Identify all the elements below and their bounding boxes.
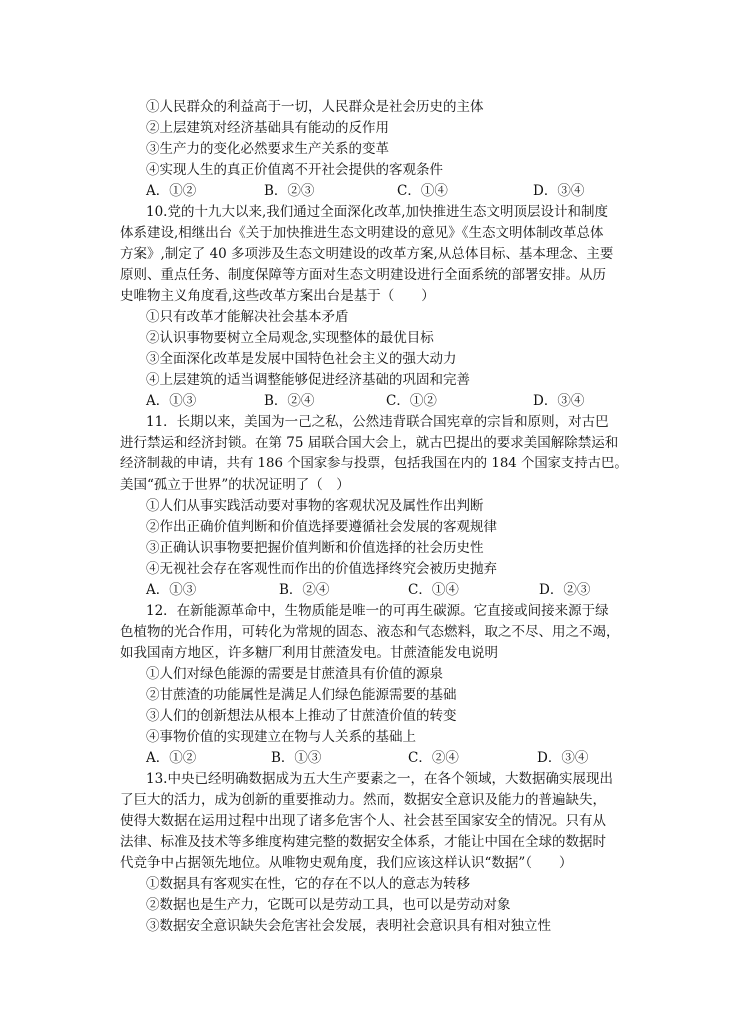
q13-stem-line-5: 代竞争中占据领先地位。从唯物史观角度，我们应该这样认识“数据”（ ） (120, 855, 573, 871)
q13-stem-line-3: 使得大数据在运用过程中出现了诸多危害个人、社会甚至国家安全的情况。只有从 (120, 813, 606, 829)
q11-stem-line-4: 美国“孤立于世界”的状况证明了（ ） (120, 477, 350, 493)
q11-item-3: ③正确认识事物要把握价值判断和价值选择的社会历史性 (146, 540, 484, 556)
q11-item-2: ②作出正确价值判断和价值选择要遵循社会发展的客观规律 (146, 519, 497, 535)
q11-option-d: D．②③ (539, 582, 591, 598)
q11-option-b: B．②④ (279, 582, 330, 598)
q10-stem-line-4: 原则、重点任务、制度保障等方面对生态文明建设进行全面系统的部署安排。从历 (120, 267, 606, 283)
q11-item-4: ④无视社会存在客观性而作出的价值选择终究会被历史抛弃 (146, 561, 497, 577)
q13-stem-line-2: 了巨大的活力，成为创新的重要推动力。然而，数据安全意识及能力的普遍缺失， (120, 792, 606, 808)
q12-item-4: ④事物价值的实现建立在物与人关系的基础上 (146, 729, 416, 745)
q10-stem-line-1: 10.党的十九大以来,我们通过全面深化改革,加快推进生态文明顶层设计和制度 (146, 204, 609, 220)
q9-option-d: D．③④ (533, 183, 585, 199)
q13-stem-line-1: 13.中央已经明确数据成为五大生产要素之一，在各个领域，大数据确实展现出 (146, 771, 613, 787)
q12-option-d: D．③④ (537, 750, 589, 766)
q10-item-4: ④上层建筑的适当调整能够促进经济基础的巩固和完善 (146, 372, 470, 388)
q9-options (146, 181, 606, 201)
q13-item-3: ③数据安全意识缺失会危害社会发展，表明社会意识具有相对独立性 (146, 918, 551, 934)
q9-item-4: ④实现人生的真正价值离不开社会提供的客观条件 (146, 162, 443, 178)
q10-option-d: D．③④ (533, 393, 585, 409)
q10-item-2: ②认识事物要树立全局观念,实现整体的最优目标 (146, 330, 434, 346)
q12-stem-line-3: 如我国南方地区，许多糖厂利用甘蔗渣发电。甘蔗渣能发电说明 (120, 645, 498, 661)
q10-options (146, 391, 606, 411)
q11-option-c: C．①④ (408, 582, 459, 598)
q13-item-2: ②数据也是生产力，它既可以是劳动工具，也可以是劳动对象 (146, 897, 511, 913)
q10-item-1: ①只有改革才能解决社会基本矛盾 (146, 309, 349, 325)
q9-item-3: ③生产力的变化必然要求生产关系的变革 (146, 141, 389, 157)
q12-option-a: A．①② (146, 750, 197, 766)
q12-item-1: ①人们对绿色能源的需要是甘蔗渣具有价值的源泉 (146, 666, 443, 682)
q10-item-3: ③全面深化改革是发展中国特色社会主义的强大动力 (146, 351, 457, 367)
q9-option-c: C．①④ (397, 183, 448, 199)
q11-options (146, 580, 606, 600)
q12-item-2: ②甘蔗渣的功能属性是满足人们绿色能源需要的基础 (146, 687, 457, 703)
q10-option-b: B．②④ (264, 393, 315, 409)
q12-options (146, 748, 606, 768)
q9-item-2: ②上层建筑对经济基础具有能动的反作用 (146, 120, 389, 136)
q10-stem-line-2: 体系建设,相继出台《关于加快推进生态文明建设的意见》《生态文明体制改革总体 (120, 225, 604, 241)
q12-option-c: C．②④ (408, 750, 459, 766)
q12-stem-line-2: 色植物的光合作用，可转化为常规的固态、液态和气态燃料，取之不尽、用之不竭， (120, 624, 620, 640)
q10-option-a: A．①③ (146, 393, 197, 409)
q11-stem-line-3: 经济制裁的申请，共有 186 个国家参与投票，包括我国在内的 184 个国家支持古巴。 (120, 456, 628, 471)
q12-option-b: B．①③ (271, 750, 322, 766)
q11-item-1: ①人们从事实践活动要对事物的客观状况及属性作出判断 (146, 498, 484, 514)
q11-option-a: A．①③ (146, 582, 197, 598)
q13-item-1: ①数据具有客观实在性，它的存在不以人的意志为转移 (146, 876, 470, 892)
q11-stem-line-1: 11．长期以来，美国为一己之私，公然违背联合国宪章的宗旨和原则，对古巴 (146, 414, 609, 430)
q12-item-3: ③人们的创新想法从根本上推动了甘蔗渣价值的转变 (146, 708, 457, 724)
q9-option-a: A．①② (146, 183, 197, 199)
q11-stem-line-2: 进行禁运和经济封锁。在第 75 届联合国大会上，就古巴提出的要求美国解除禁运和 (120, 435, 619, 451)
q12-stem-line-1: 12．在新能源革命中，生物质能是唯一的可再生碳源。它直接或间接来源于绿 (146, 603, 609, 619)
q9-item-1: ①人民群众的利益高于一切，人民群众是社会历史的主体 (146, 99, 484, 115)
q13-stem-line-4: 法律、标准及技术等多维度构建完整的数据安全体系，才能让中国在全球的数据时 (120, 834, 606, 850)
q10-option-c: C．①② (386, 393, 437, 409)
q9-option-b: B．②③ (264, 183, 315, 199)
q10-stem-line-3: 方案》,制定了 40 多项涉及生态文明建设的改革方案,从总体目标、基本理念、主要 (120, 246, 614, 262)
q10-stem-line-5: 史唯物主义角度看,这些改革方案出台是基于（ ） (120, 288, 435, 304)
